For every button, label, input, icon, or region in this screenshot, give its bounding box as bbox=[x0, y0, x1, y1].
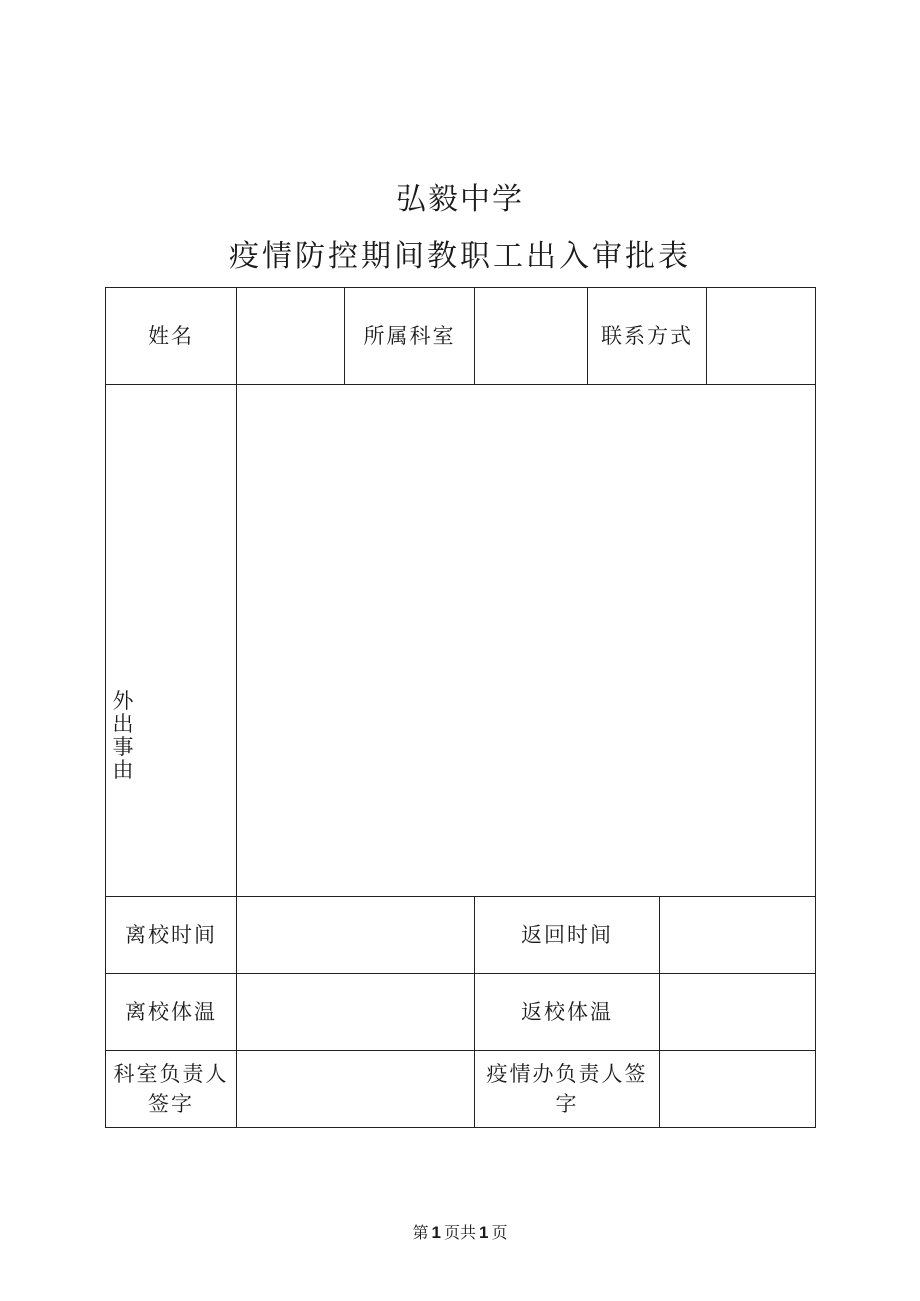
dept-sign-label: 科室负责人签字 bbox=[113, 1062, 229, 1116]
footer-total-pages: 1 bbox=[479, 1223, 489, 1242]
leave-temp-label: 离校体温 bbox=[125, 1000, 217, 1024]
dept-sign-label-cell bbox=[105, 1050, 236, 1128]
return-temp-field[interactable] bbox=[659, 973, 816, 1050]
school-name: 弘毅中学 bbox=[396, 182, 524, 217]
dept-label-cell bbox=[344, 287, 474, 384]
office-sign-field[interactable] bbox=[659, 1050, 816, 1128]
approval-form-table bbox=[105, 287, 816, 1128]
leave-temp-field[interactable] bbox=[236, 973, 474, 1050]
name-field[interactable] bbox=[236, 287, 344, 384]
page-footer bbox=[0, 1222, 920, 1244]
return-temp-label: 返校体温 bbox=[521, 1000, 613, 1024]
contact-label-cell bbox=[587, 287, 706, 384]
return-temp-label-cell bbox=[474, 973, 659, 1050]
contact-field[interactable] bbox=[706, 287, 816, 384]
dept-field[interactable] bbox=[474, 287, 587, 384]
office-sign-label-cell bbox=[474, 1050, 659, 1128]
return-time-field[interactable] bbox=[659, 896, 816, 973]
name-label: 姓名 bbox=[148, 324, 194, 348]
leave-time-label-cell bbox=[105, 896, 236, 973]
reason-field[interactable] bbox=[236, 384, 816, 896]
form-title: 疫情防控期间教职工出入审批表 bbox=[229, 239, 691, 274]
return-time-label-cell bbox=[474, 896, 659, 973]
dept-label: 所属科室 bbox=[363, 324, 456, 348]
contact-label: 联系方式 bbox=[601, 324, 693, 348]
office-sign-label: 疫情办负责人签字 bbox=[486, 1062, 648, 1116]
footer-page-number: 1 bbox=[431, 1223, 441, 1242]
reason-label-cell bbox=[105, 384, 236, 896]
name-label-cell bbox=[105, 287, 236, 384]
footer-prefix: 第 bbox=[412, 1223, 429, 1242]
reason-label: 外出事由 bbox=[112, 689, 136, 782]
footer-suffix: 页 bbox=[491, 1223, 508, 1242]
dept-sign-field[interactable] bbox=[236, 1050, 474, 1128]
leave-time-label: 离校时间 bbox=[125, 923, 217, 947]
return-time-label: 返回时间 bbox=[521, 923, 613, 947]
leave-time-field[interactable] bbox=[236, 896, 474, 973]
leave-temp-label-cell bbox=[105, 973, 236, 1050]
footer-middle: 页共 bbox=[443, 1223, 476, 1242]
